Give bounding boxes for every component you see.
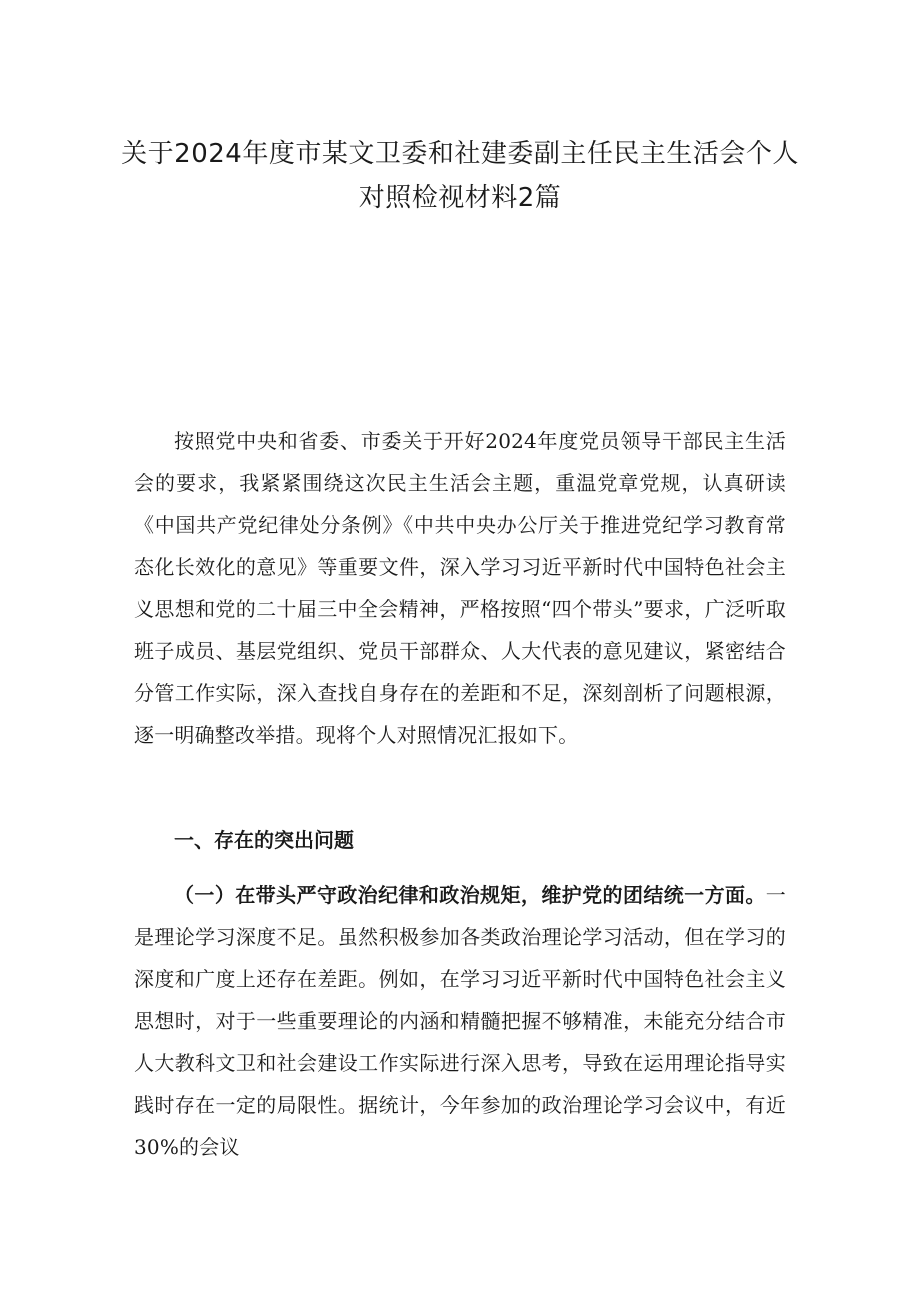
title-line-1: 关于2024年度市某文卫委和社建委副主任民主生活会个人: [121, 139, 799, 169]
intro-paragraph: 按照党中央和省委、市委关于开好2024年度党员领导干部民主生活会的要求，我紧紧围绕这次民主生活会主题，重温党章党规，认真研读《中国共产党纪律处分条例》《中共中央办公厅关于推进党纪学习教育常态化长效化的意见》等重要文件，深入学习习近平新时代中国特色社会主义思想和党的二十届三中全会精神，严格按照“四个带头”要求，广泛听取班子成员、基层党组织、党员干部群众、人大代表的意见建议，紧密结合分管工作实际，深入查找自身存在的差距和不足，深刻剖析了问题根源，逐一明确整改举措。现将个人对照情况汇报如下。: [134, 429, 786, 747]
title-line-2: 对照检视材料2篇: [358, 183, 562, 213]
document-title: [60, 132, 860, 220]
subsection-paragraph: [134, 874, 786, 1168]
subsection-body: 一是理论学习深度不足。虽然积极参加各类政治理论学习活动，但在学习的深度和广度上还存在差距。例如，在学习习近平新时代中国特色社会主义思想时，对于一些重要理论的内涵和精髓把握不够精准，未能充分结合市人大教科文卫和社会建设工作实际进行深入思考，导致在运用理论指导实践时存在一定的局限性。据统计，今年参加的政治理论学习会议中，有近30%的会议: [134, 883, 786, 1159]
section-heading: 一、存在的突出问题: [174, 828, 354, 852]
subsection-heading: （一）在带头严守政治纪律和政治规矩，维护党的团结统一方面。: [174, 883, 766, 907]
